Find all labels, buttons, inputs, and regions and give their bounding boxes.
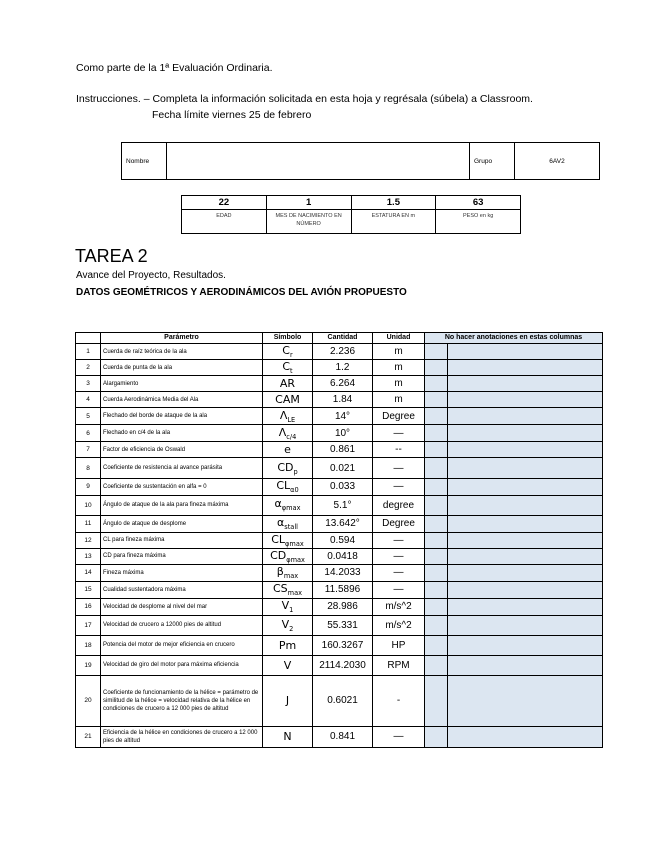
symbol-main: V <box>283 658 292 672</box>
row-symbol <box>263 635 313 655</box>
row-parameter: Potencia del motor de mejor eficiencia en crucero <box>101 635 263 655</box>
row-quantity: 0.021 <box>313 458 373 479</box>
symbol-subscript: r <box>289 351 293 360</box>
symbol-main: N <box>283 730 292 744</box>
blank-cell <box>448 581 603 598</box>
row-symbol <box>263 392 313 408</box>
row-symbol <box>263 515 313 532</box>
row-parameter: Coeficiente de sustentación en alfa = 0 <box>101 479 263 495</box>
table-row <box>76 515 603 532</box>
blank-cell <box>425 675 448 726</box>
symbol-main: α <box>277 515 285 529</box>
table-row <box>76 360 603 376</box>
table-row <box>76 564 603 581</box>
blank-cell <box>448 442 603 458</box>
table-row <box>76 635 603 655</box>
row-quantity: 6.264 <box>313 376 373 392</box>
row-unit: — <box>373 548 425 564</box>
row-unit: — <box>373 479 425 495</box>
row-quantity: 5.1° <box>313 495 373 515</box>
row-symbol <box>263 425 313 442</box>
estatura-label: ESTATURA EN m <box>351 210 436 234</box>
row-quantity: 0.033 <box>313 479 373 495</box>
row-number: 6 <box>76 425 101 442</box>
blank-cell <box>425 548 448 564</box>
blank-cell <box>448 425 603 442</box>
symbol-main: CAM <box>275 393 300 407</box>
row-symbol <box>263 495 313 515</box>
row-parameter: CD para fineza máxima <box>101 548 263 564</box>
row-symbol <box>263 360 313 376</box>
table-row <box>76 458 603 479</box>
row-parameter: CL para fineza máxima <box>101 532 263 548</box>
row-parameter: Fineza máxima <box>101 564 263 581</box>
row-parameter: Alargamiento <box>101 376 263 392</box>
row-quantity: 55.331 <box>313 615 373 635</box>
table-row <box>76 532 603 548</box>
row-quantity: 0.861 <box>313 442 373 458</box>
row-quantity: 160.3267 <box>313 635 373 655</box>
symbol-subscript: max <box>283 572 299 581</box>
table-header-row <box>76 333 603 344</box>
row-number: 11 <box>76 515 101 532</box>
symbol-main: Pm <box>278 638 297 652</box>
row-quantity: 2114.2030 <box>313 655 373 675</box>
symbol-main: CS <box>272 582 288 596</box>
row-symbol <box>263 532 313 548</box>
tarea-subtitle: Avance del Proyecto, Resultados. <box>76 270 226 281</box>
row-quantity: 10° <box>313 425 373 442</box>
row-quantity: 0.841 <box>313 726 373 747</box>
blank-cell <box>448 458 603 479</box>
row-unit: — <box>373 564 425 581</box>
symbol-main: V <box>281 599 290 613</box>
row-unit: m <box>373 376 425 392</box>
symbol-subscript: c/4 <box>286 432 297 441</box>
row-symbol <box>263 408 313 425</box>
row-number: 14 <box>76 564 101 581</box>
symbol-main: CD <box>277 460 294 474</box>
row-parameter: Flechado del borde de ataque de la ala <box>101 408 263 425</box>
row-parameter: Velocidad de crucero a 12000 pies de altitud <box>101 615 263 635</box>
symbol-subscript: stall <box>284 523 298 532</box>
blank-cell <box>425 344 448 360</box>
mes-label: MES DE NACIMIENTO EN NÚMERO <box>266 210 351 234</box>
symbol-main: Λ <box>278 425 287 439</box>
row-number: 4 <box>76 392 101 408</box>
peso-value: 63 <box>436 196 521 210</box>
row-symbol <box>263 442 313 458</box>
row-number: 19 <box>76 655 101 675</box>
row-number: 21 <box>76 726 101 747</box>
blank-cell <box>425 408 448 425</box>
row-unit: — <box>373 726 425 747</box>
blank-cell <box>425 425 448 442</box>
blank-cell <box>425 655 448 675</box>
row-unit: HP <box>373 635 425 655</box>
symbol-main: V <box>281 617 290 631</box>
row-unit: degree <box>373 495 425 515</box>
header-unidad: Unidad <box>373 333 425 344</box>
tarea-title: TAREA 2 <box>75 246 148 266</box>
symbol-subscript: 1 <box>289 606 294 615</box>
row-quantity: 1.84 <box>313 392 373 408</box>
row-parameter: Coeficiente de resistencia al avance parásita <box>101 458 263 479</box>
blank-cell <box>425 635 448 655</box>
symbol-subscript: t <box>290 367 293 376</box>
row-quantity: 0.0418 <box>313 548 373 564</box>
row-unit: -- <box>373 442 425 458</box>
blank-cell <box>425 458 448 479</box>
row-symbol <box>263 376 313 392</box>
row-symbol <box>263 344 313 360</box>
table-row <box>76 344 603 360</box>
blank-cell <box>425 392 448 408</box>
row-symbol <box>263 564 313 581</box>
table-row <box>76 442 603 458</box>
row-symbol <box>263 726 313 747</box>
row-quantity: 0.6021 <box>313 675 373 726</box>
row-symbol <box>263 675 313 726</box>
blank-cell <box>448 479 603 495</box>
blank-cell <box>425 726 448 747</box>
blank-cell <box>448 635 603 655</box>
table-row <box>76 479 603 495</box>
table-row <box>76 376 603 392</box>
row-number: 12 <box>76 532 101 548</box>
row-number: 13 <box>76 548 101 564</box>
row-quantity: 14° <box>313 408 373 425</box>
row-quantity: 11.5896 <box>313 581 373 598</box>
row-number: 10 <box>76 495 101 515</box>
blank-cell <box>425 479 448 495</box>
table-row <box>76 675 603 726</box>
row-unit: — <box>373 532 425 548</box>
symbol-subscript: α0 <box>290 486 299 495</box>
row-parameter: Factor de eficiencia de Oswald <box>101 442 263 458</box>
row-number: 20 <box>76 675 101 726</box>
row-symbol <box>263 458 313 479</box>
table-row <box>76 655 603 675</box>
blank-cell <box>448 376 603 392</box>
table-row <box>76 495 603 515</box>
row-parameter: Ángulo de ataque de desplome <box>101 515 263 532</box>
row-unit: — <box>373 458 425 479</box>
table-row <box>76 615 603 635</box>
blank-cell <box>448 360 603 376</box>
blank-cell <box>448 392 603 408</box>
row-parameter: Velocidad de giro del motor para máxima eficiencia <box>101 655 263 675</box>
row-unit: — <box>373 425 425 442</box>
row-parameter: Velocidad de desplome al nivel del mar <box>101 598 263 615</box>
table-row <box>76 598 603 615</box>
grupo-value: 6AV2 <box>515 143 600 180</box>
blank-cell <box>425 581 448 598</box>
symbol-subscript: max <box>287 589 303 598</box>
symbol-main: e <box>284 443 291 457</box>
row-number: 18 <box>76 635 101 655</box>
symbol-subscript: p <box>293 467 298 476</box>
row-symbol <box>263 655 313 675</box>
nombre-label: Nombre <box>122 143 167 180</box>
edad-value: 22 <box>182 196 267 210</box>
blank-cell <box>425 598 448 615</box>
peso-label: PESO en kg <box>436 210 521 234</box>
row-quantity: 2.236 <box>313 344 373 360</box>
nombre-field[interactable] <box>167 143 470 180</box>
row-parameter: Flechado en c/4 de la ala <box>101 425 263 442</box>
row-unit: m/s^2 <box>373 615 425 635</box>
deadline-line: Fecha límite viernes 25 de febrero <box>152 109 312 121</box>
instructions-line: Instrucciones. – Completa la información solicitada en esta hoja y regrésala (súbela) a Classroom. <box>76 93 533 105</box>
row-parameter: Ángulo de ataque de la ala para fineza máxima <box>101 495 263 515</box>
edad-label: EDAD <box>182 210 267 234</box>
table-row <box>76 581 603 598</box>
header-parametro: Parámetro <box>101 333 263 344</box>
row-parameter: Cualidad sustentadora máxima <box>101 581 263 598</box>
personal-data-table <box>181 195 521 234</box>
blank-cell <box>425 564 448 581</box>
row-unit: m <box>373 360 425 376</box>
blank-cell <box>425 376 448 392</box>
aircraft-data-table <box>75 332 603 748</box>
blank-cell <box>425 360 448 376</box>
row-number: 17 <box>76 615 101 635</box>
blank-cell <box>448 564 603 581</box>
row-symbol <box>263 548 313 564</box>
row-unit: m <box>373 344 425 360</box>
symbol-main: Λ <box>279 408 288 422</box>
row-symbol <box>263 581 313 598</box>
row-symbol <box>263 479 313 495</box>
blank-cell <box>448 548 603 564</box>
symbol-subscript: LE <box>287 415 296 424</box>
symbol-main: β <box>276 565 284 579</box>
blank-cell <box>425 495 448 515</box>
table-row <box>76 726 603 747</box>
symbol-main: AR <box>279 377 296 391</box>
blank-cell <box>425 532 448 548</box>
row-symbol <box>263 615 313 635</box>
row-number: 8 <box>76 458 101 479</box>
row-symbol <box>263 598 313 615</box>
table-row <box>76 425 603 442</box>
header-number <box>76 333 101 344</box>
row-quantity: 28.986 <box>313 598 373 615</box>
header-no-annotations: No hacer anotaciones en estas columnas <box>425 333 603 344</box>
symbol-subscript: φmax <box>286 555 305 564</box>
row-quantity: 13.642° <box>313 515 373 532</box>
blank-cell <box>425 442 448 458</box>
intro-line-1: Como parte de la 1ª Evaluación Ordinaria. <box>76 62 273 74</box>
symbol-main: CL <box>276 479 291 493</box>
row-parameter: Eficiencia de la hélice en condiciones de crucero a 12 000 pies de altitud <box>101 726 263 747</box>
blank-cell <box>448 408 603 425</box>
row-number: 7 <box>76 442 101 458</box>
symbol-main: α <box>274 497 282 511</box>
symbol-main: CL <box>271 532 286 546</box>
section-heading: DATOS GEOMÉTRICOS Y AERODINÁMICOS DEL AVIÓN PROPUESTO <box>76 287 407 298</box>
blank-cell <box>448 344 603 360</box>
row-quantity: 1.2 <box>313 360 373 376</box>
symbol-subscript: φmax <box>281 504 301 513</box>
row-unit: - <box>373 675 425 726</box>
grupo-label: Grupo <box>470 143 515 180</box>
row-parameter: Cuerda de punta de la ala <box>101 360 263 376</box>
table-row <box>76 548 603 564</box>
row-number: 15 <box>76 581 101 598</box>
row-unit: Degree <box>373 408 425 425</box>
symbol-subscript: 2 <box>289 625 294 634</box>
estatura-value: 1.5 <box>351 196 436 210</box>
row-number: 9 <box>76 479 101 495</box>
row-number: 5 <box>76 408 101 425</box>
mes-value: 1 <box>266 196 351 210</box>
blank-cell <box>425 515 448 532</box>
row-parameter: Cuerda de raíz teórica de la ala <box>101 344 263 360</box>
blank-cell <box>448 515 603 532</box>
row-quantity: 0.594 <box>313 532 373 548</box>
row-number: 2 <box>76 360 101 376</box>
header-simbolo: Símbolo <box>263 333 313 344</box>
row-number: 1 <box>76 344 101 360</box>
row-unit: m <box>373 392 425 408</box>
row-unit: Degree <box>373 515 425 532</box>
blank-cell <box>448 655 603 675</box>
row-parameter: Cuerda Aerodinámica Media del Ala <box>101 392 263 408</box>
row-unit: RPM <box>373 655 425 675</box>
blank-cell <box>448 675 603 726</box>
name-group-table <box>121 142 600 180</box>
table-row <box>76 392 603 408</box>
symbol-main: C <box>282 344 290 357</box>
row-quantity: 14.2033 <box>313 564 373 581</box>
blank-cell <box>425 615 448 635</box>
row-number: 3 <box>76 376 101 392</box>
table-row <box>76 408 603 425</box>
symbol-subscript: φmax <box>285 539 304 548</box>
blank-cell <box>448 598 603 615</box>
row-unit: — <box>373 581 425 598</box>
symbol-main: C <box>282 360 291 374</box>
symbol-main: CD <box>270 548 287 562</box>
blank-cell <box>448 495 603 515</box>
row-parameter: Coeficiente de funcionamiento de la hélice = parámetro de similitud de la hélice = velocidad relativa de la hélice en condiciones de crucero a 12 000 pies de altitud <box>101 675 263 726</box>
blank-cell <box>448 532 603 548</box>
row-unit: m/s^2 <box>373 598 425 615</box>
blank-cell <box>448 615 603 635</box>
row-number: 16 <box>76 598 101 615</box>
symbol-main: J <box>285 694 290 708</box>
header-cantidad: Cantidad <box>313 333 373 344</box>
blank-cell <box>448 726 603 747</box>
